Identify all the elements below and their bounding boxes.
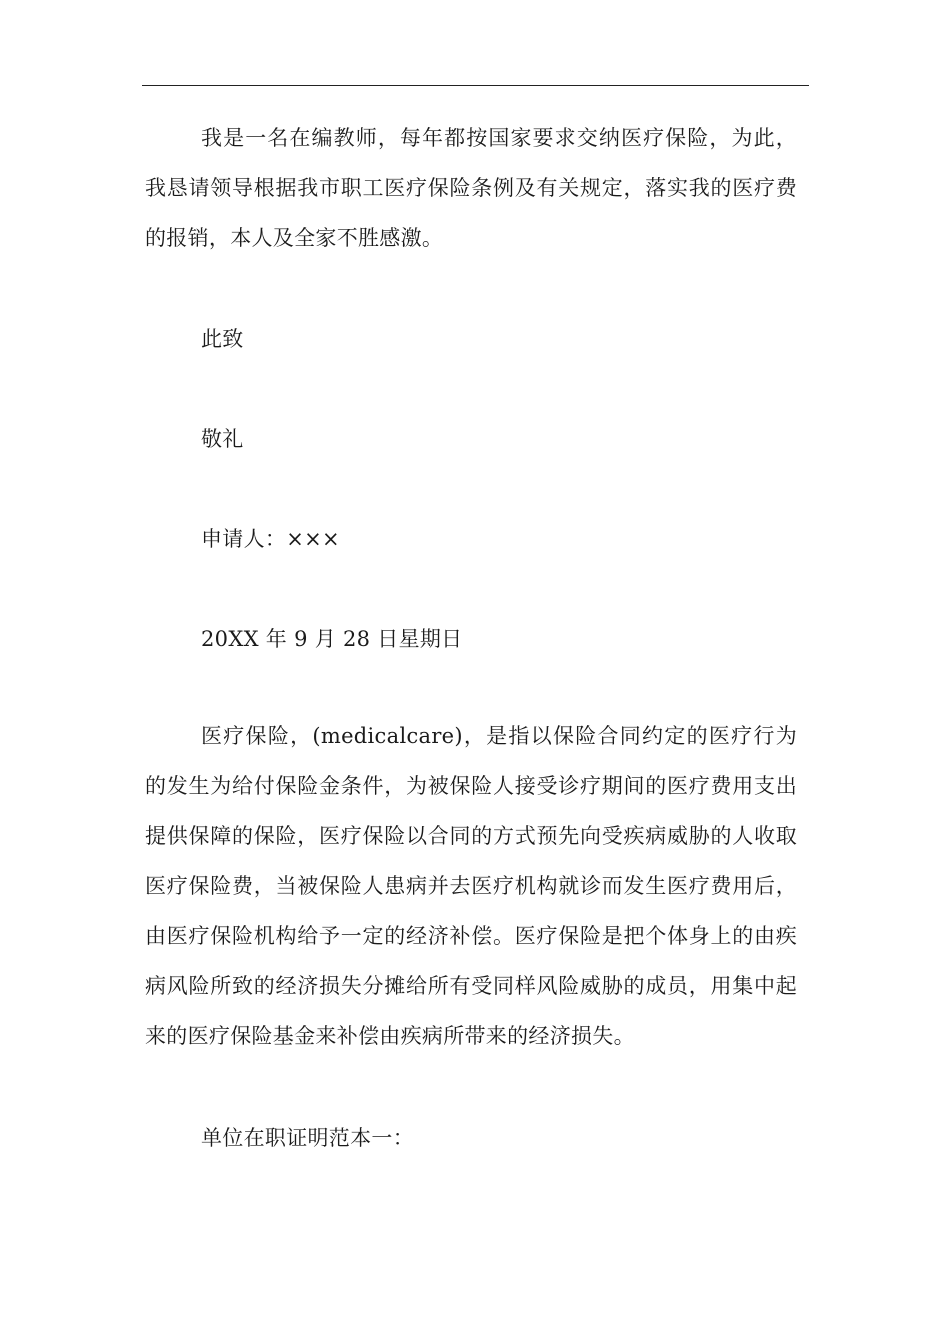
request-paragraph: 我是一名在编教师，每年都按国家要求交纳医疗保险，为此，我恳请领导根据我市职工医疗保险条例及有关规定，落实我的医疗费的报销，本人及全家不胜感激。 (145, 126, 797, 250)
closing-salutation: 此致 (201, 327, 244, 351)
applicant-line: 申请人：××× (201, 527, 340, 551)
closing-regards: 敬礼 (201, 427, 244, 451)
header-rule (142, 85, 809, 86)
medical-insurance-paragraph: 医疗保险，(medicalcare)，是指以保险合同约定的医疗行为的发生为给付保险金条件，为被保险人接受诊疗期间的医疗费用支出提供保障的保险，医疗保险以合同的方式预先向受疾病威胁的人收取医疗保险费，当被保险人患病并去医疗机构就诊而发生医疗费用后，由医疗保险机构给予一定的经济补偿。医疗保险是把个体身上的由疾病风险所致的经济损失分摊给所有受同样风险威胁的成员，用集中起来的医疗保险基金来补偿由疾病所带来的经济损失。 (145, 724, 797, 1048)
section-heading: 单位在职证明范本一： (201, 1126, 414, 1150)
date-line: 20XX 年 9 月 28 日星期日 (201, 627, 463, 651)
